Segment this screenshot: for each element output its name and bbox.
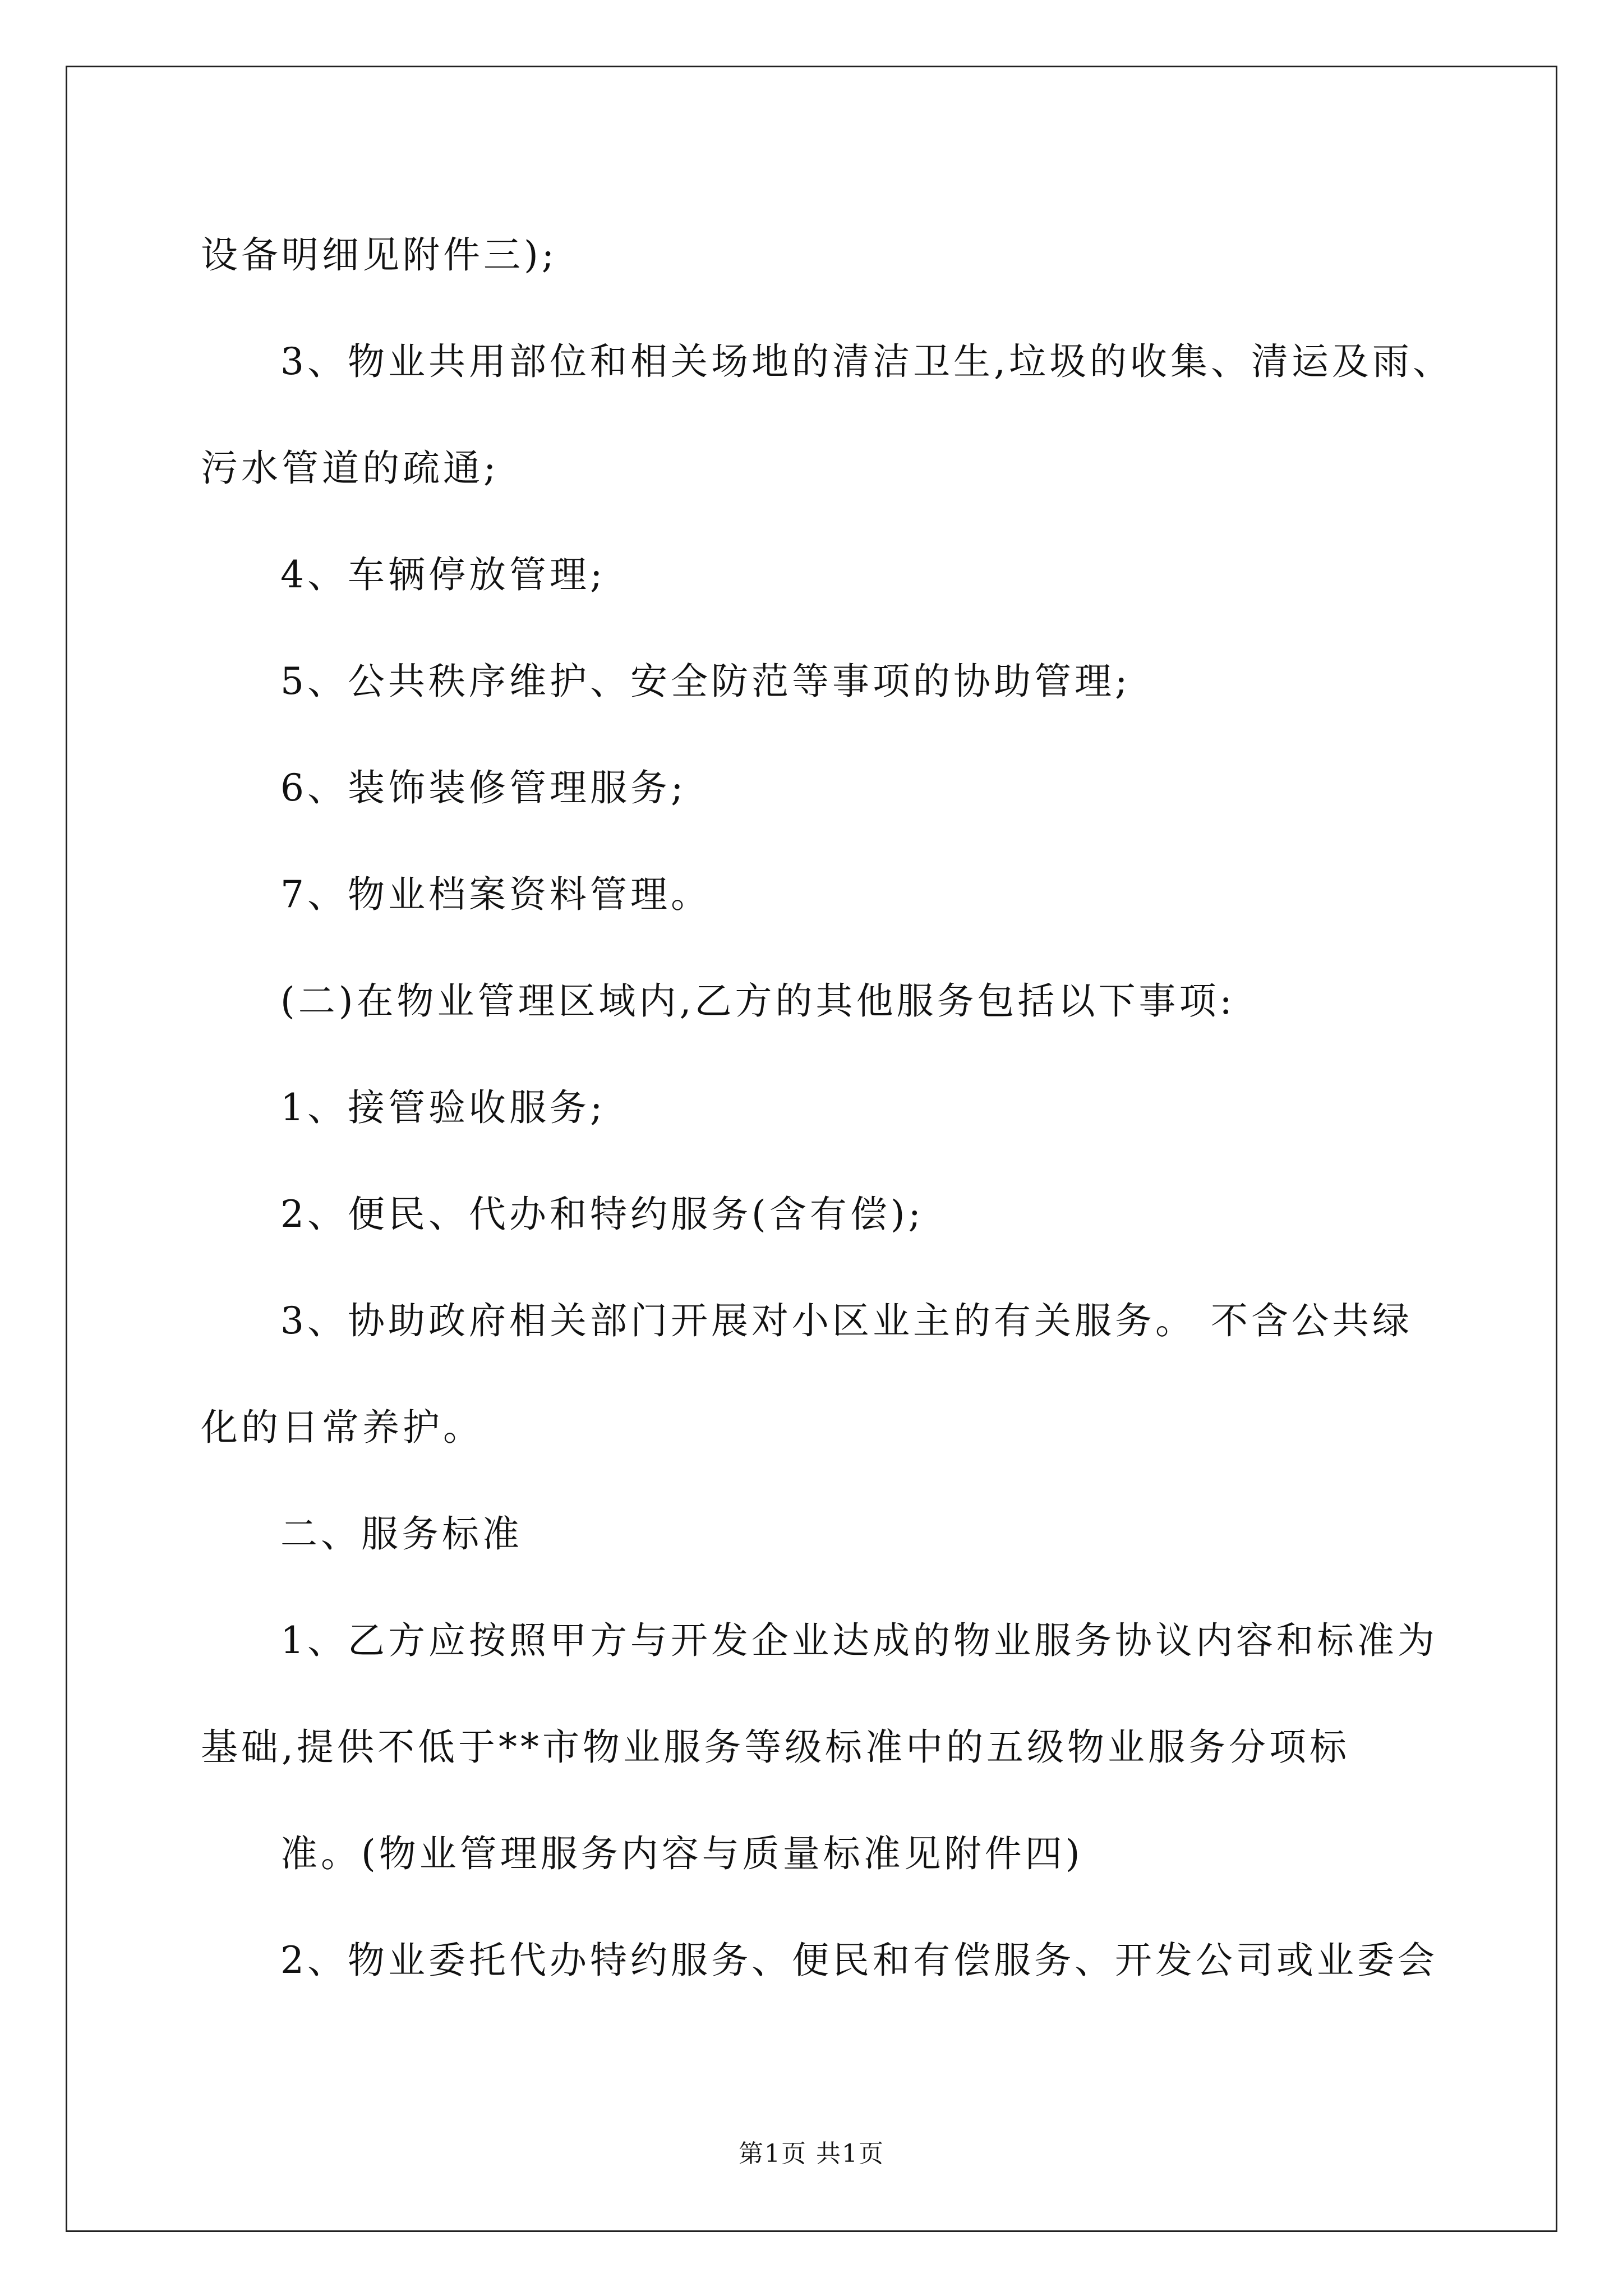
text-line: 2、便民、代办和特约服务(含有偿); [280,1193,924,1236]
page-border [66,66,1557,2232]
text-line: 基础,提供不低于**市物业服务等级标准中的五级物业服务分项标 [201,1726,1350,1769]
text-line: 污水管道的疏通; [201,447,500,490]
text-line: 2、物业委托代办特约服务、便民和有偿服务、开发公司或业委会 [280,1939,1438,1982]
text-line: 7、物业档案资料管理。 [280,873,711,916]
text-line: 1、接管验收服务; [280,1086,606,1129]
text-line: 5、公共秩序维护、安全防范等事项的协助管理; [280,660,1131,703]
text-line: 化的日常养护。 [201,1406,483,1449]
text-line: 1、乙方应按照甲方与开发企业达成的物业服务协议内容和标准为 [280,1619,1438,1662]
text-line: 准。(物业管理服务内容与质量标准见附件四) [280,1832,1083,1875]
page-footer: 第1页 共1页 [739,2139,884,2168]
text-line: 4、车辆停放管理; [280,553,606,596]
text-line: (二)在物业管理区域内,乙方的其他服务包括以下事项: [280,979,1235,1023]
text-line: 3、物业共用部位和相关场地的清洁卫生,垃圾的收集、清运及雨、 [280,340,1453,383]
text-line: 3、协助政府相关部门开展对小区业主的有关服务。 不含公共绿 [280,1299,1413,1342]
text-line: 设备明细见附件三); [201,233,557,277]
text-line: 6、装饰装修管理服务; [280,766,687,809]
section-heading: 二、服务标准 [280,1512,523,1556]
